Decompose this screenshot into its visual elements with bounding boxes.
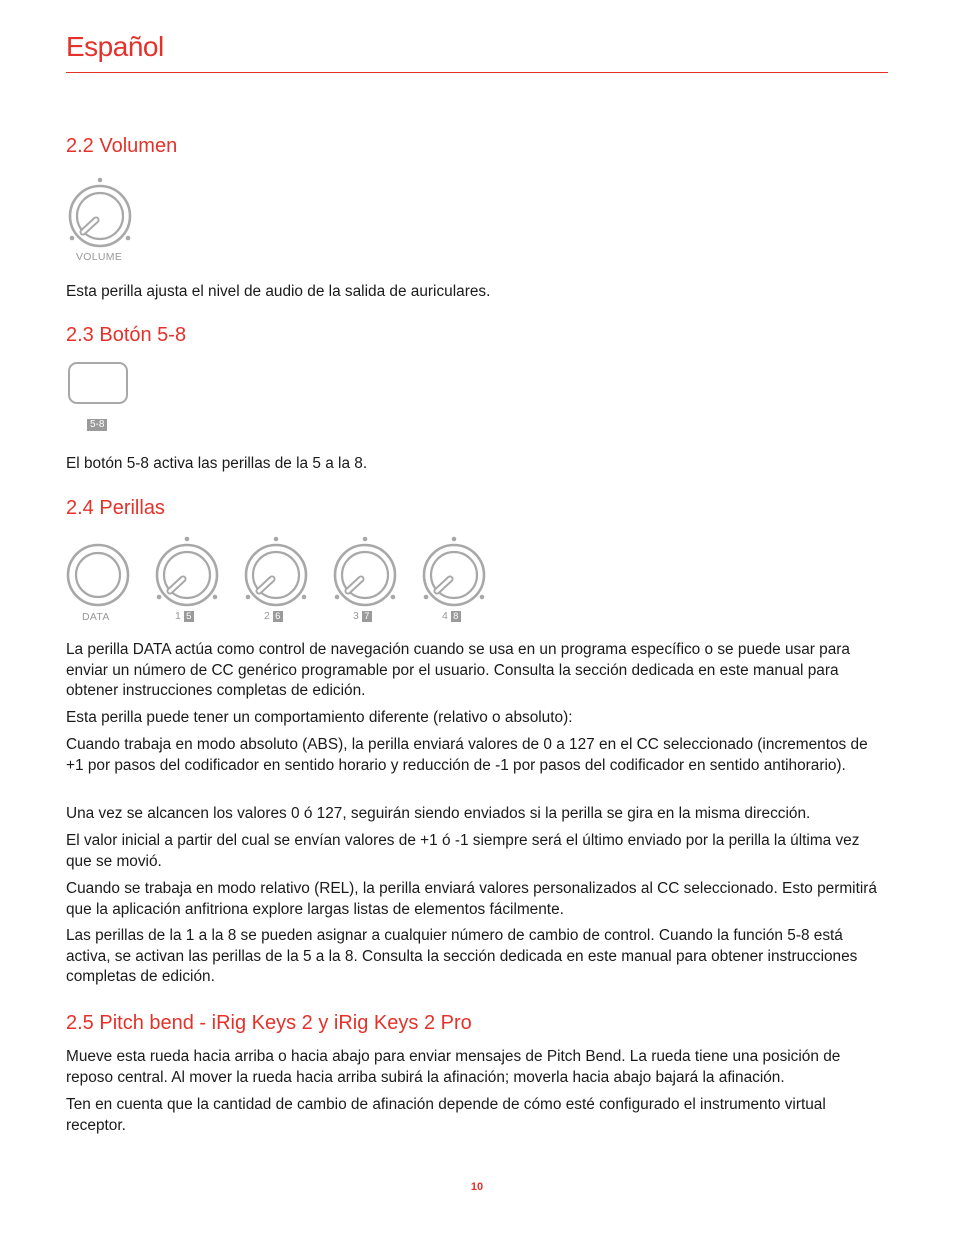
knobs-paragraph: Cuando se trabaja en modo relativo (REL), la perilla enviará valores personalizados al CC seleccionado. Esto permitirá que la aplicación anfitriona explore largas listas de elementos fácilmente. [66, 880, 877, 918]
knob-alt-number: 7 [364, 611, 370, 622]
knob-label-2 [264, 610, 283, 622]
page-header [66, 30, 888, 64]
button-58-badge: 5-8 [87, 419, 107, 431]
volume-knob-icon [66, 174, 136, 254]
section-title-volume: 2.2 Volumen [66, 135, 178, 157]
volume-control-label: VOLUME [76, 251, 123, 263]
knob-4-icon [420, 533, 490, 613]
knobs-paragraph: Cuando trabaja en modo absoluto (ABS), la perilla enviará valores de 0 a 127 en el CC seleccionado (incrementos de +1 por pasos del codificador en sentido horario y reducción de -1 por pasos del codificador en sentido antihorario). [66, 736, 868, 774]
knob-1-icon [153, 533, 223, 613]
knob-number: 3 [353, 610, 360, 622]
knob-number: 4 [442, 610, 449, 622]
knob-alt-number: 8 [453, 611, 459, 622]
knob-2-icon [242, 533, 312, 613]
pitchbend-paragraph: Mueve esta rueda hacia arriba o hacia abajo para enviar mensajes de Pitch Bend. La rueda tiene una posición de reposo central. Al mover la rueda hacia arriba subirá la afinación; moverla hacia abajo bajará la afinación. [66, 1048, 841, 1086]
section-title-pitchbend: 2.5 Pitch bend - iRig Keys 2 y iRig Keys 2 Pro [66, 1012, 472, 1034]
volume-description: Esta perilla ajusta el nivel de audio de la salida de auriculares. [66, 283, 491, 300]
knob-label-1 [175, 610, 194, 622]
section-title-button58: 2.3 Botón 5-8 [66, 324, 187, 346]
header-divider [66, 72, 888, 73]
section-title-knobs: 2.4 Perillas [66, 497, 165, 519]
knob-label-4 [442, 610, 461, 622]
page-number: 10 [470, 1181, 484, 1193]
data-knob-icon [64, 540, 134, 617]
knob-3-icon [331, 533, 401, 613]
page-title: Español [66, 31, 164, 62]
knobs-paragraph: La perilla DATA actúa como control de navegación cuando se usa en un programa específico o se puede usar para enviar un número de CC genérico programable por el usuario. Consulta la sección dedicada en este manual para obtener instrucciones completas de edición. [66, 641, 850, 699]
knobs-paragraph: Esta perilla puede tener un comportamiento diferente (relativo o absoluto): [66, 709, 573, 726]
knob-number: 2 [264, 610, 271, 622]
knobs-paragraph: Una vez se alcancen los valores 0 ó 127, seguirán siendo enviados si la perilla se gira en la misma dirección. [66, 805, 811, 822]
knob-alt-number: 5 [186, 611, 192, 622]
pitchbend-paragraph: Ten en cuenta que la cantidad de cambio de afinación depende de cómo esté configurado el instrumento virtual receptor. [66, 1096, 826, 1134]
knob-label-3 [353, 610, 372, 622]
knobs-paragraph: Las perillas de la 1 a la 8 se pueden asignar a cualquier número de cambio de control. Cuando la función 5-8 está activa, se activan las perillas de la 5 a la 8. Consulta la sección dedicada en este manual para obtener instrucciones completas de edición. [66, 927, 858, 985]
button58-description: El botón 5-8 activa las perillas de la 5 a la 8. [66, 455, 368, 472]
button-58-icon [68, 362, 128, 404]
knobs-paragraph: El valor inicial a partir del cual se envían valores de +1 ó -1 siempre será el último enviado por la perilla la última vez que se movió. [66, 832, 860, 870]
knob-alt-number: 6 [275, 611, 281, 622]
knob-label-data: DATA [82, 611, 110, 623]
knob-number: 1 [175, 610, 182, 622]
